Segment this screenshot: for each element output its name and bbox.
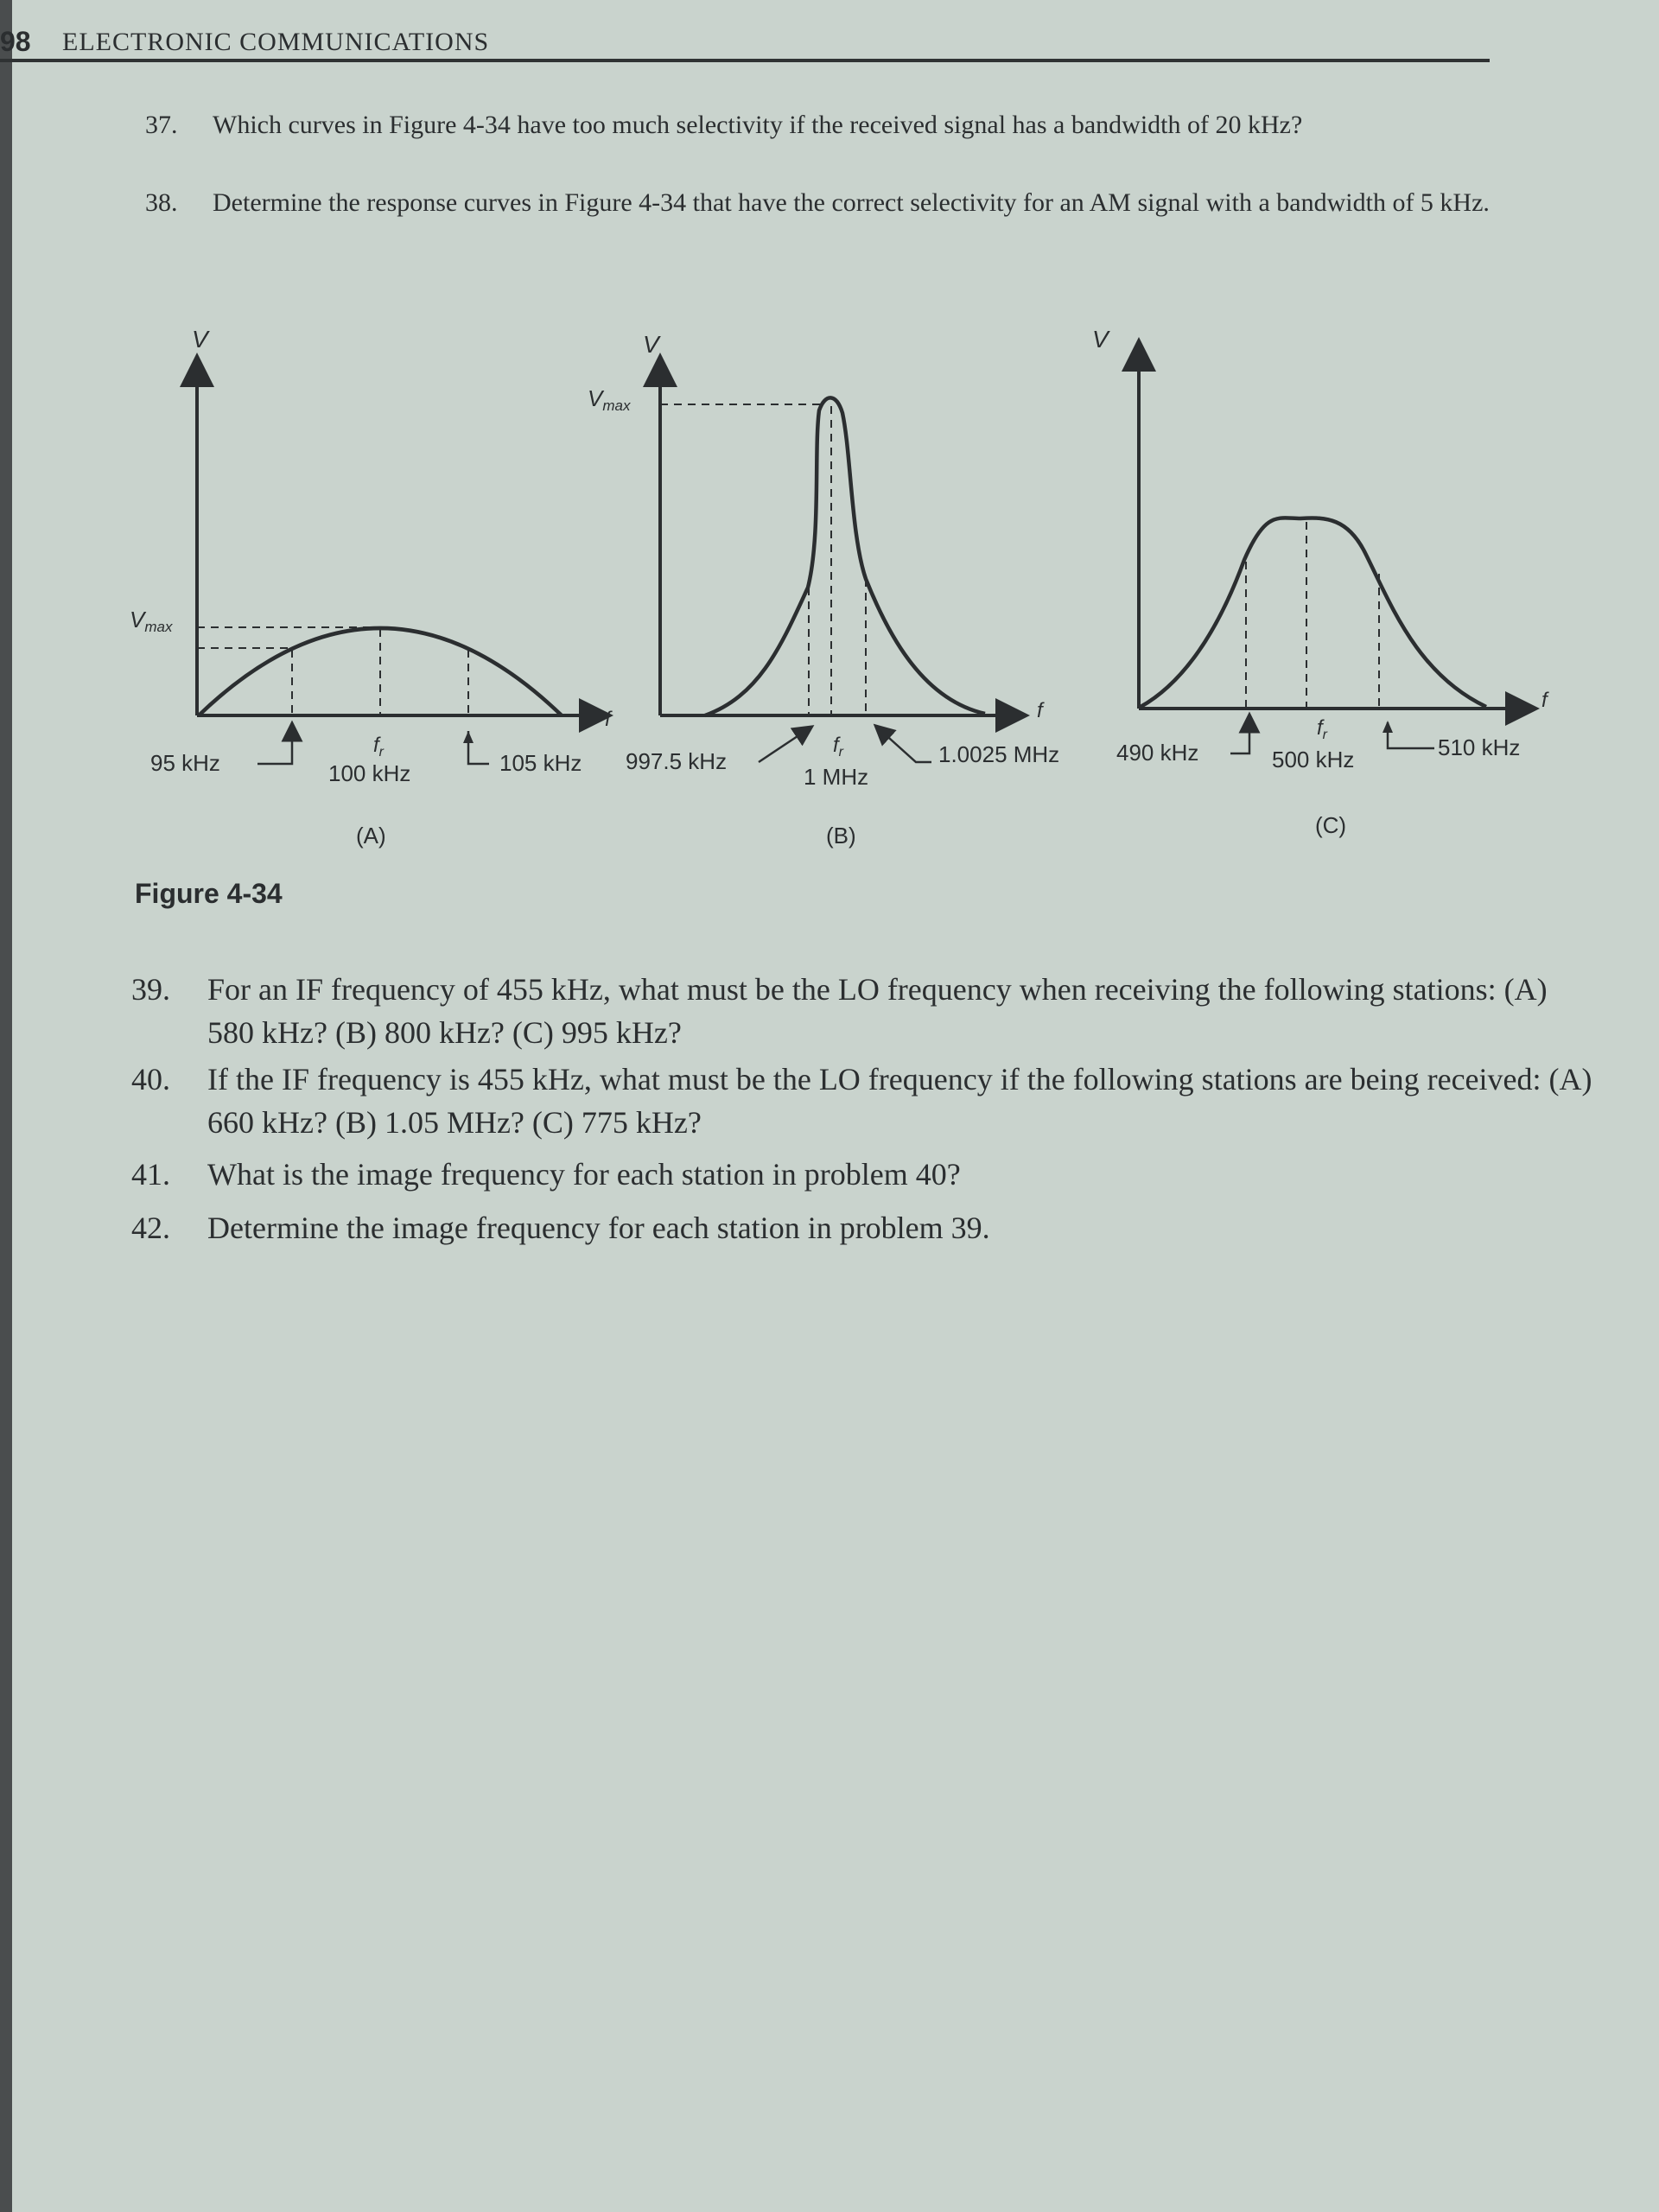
- center-symbol: $f_r$: [833, 734, 843, 760]
- response-curve: [1141, 518, 1486, 707]
- problem-text: Determine the image frequency for each station in problem 39.: [207, 1211, 990, 1245]
- center-symbol: $f_r$: [1317, 716, 1327, 742]
- page-header: [0, 26, 1490, 62]
- low-freq-label: 997.5 kHz: [626, 748, 728, 774]
- x-axis-label: f: [1541, 689, 1548, 712]
- x-axis-label: f: [605, 708, 611, 731]
- x-axis-label: f: [1037, 699, 1043, 722]
- problem-text: Determine the response curves in Figure 4-34 that have the correct selectivity for an AM signal with a bandwidth of 5 kHz.: [213, 188, 1490, 217]
- problem-text: Which curves in Figure 4-34 have too much selectivity if the received signal has a bandwidth of 20 kHz?: [213, 111, 1303, 139]
- problem-40: [131, 1058, 1600, 1144]
- high-leader: [468, 731, 489, 764]
- low-leader: [1230, 722, 1249, 753]
- high-freq-label: 1.0025 MHz: [938, 741, 1060, 767]
- problem-38: [145, 183, 1510, 222]
- panel-caption: (C): [1315, 812, 1347, 838]
- panel-b: [588, 331, 1059, 849]
- vmax-label: Vmax: [130, 607, 173, 635]
- running-head: ELECTRONIC COMMUNICATIONS: [62, 28, 490, 56]
- high-freq-label: 105 kHz: [499, 750, 582, 776]
- problem-42: [131, 1206, 1600, 1249]
- problem-number: 38.: [145, 188, 178, 217]
- problem-text: For an IF frequency of 455 kHz, what must be the LO frequency when receiving the following stations: (A) 580 kHz? (B) 800 kHz? (C) 995 kHz?: [207, 972, 1548, 1050]
- problem-39: [131, 968, 1600, 1054]
- problem-number: 40.: [131, 1062, 170, 1096]
- panel-a: [130, 326, 613, 849]
- low-leader: [759, 731, 805, 762]
- y-axis-label: V: [1092, 326, 1109, 353]
- vmax-label: Vmax: [588, 385, 631, 414]
- problem-37: [145, 105, 1510, 144]
- problem-text: If the IF frequency is 455 kHz, what must be the LO frequency if the following stations are being received: (A) 660 kHz? (B) 1.05 MHz? (C) 775 kHz?: [207, 1062, 1592, 1140]
- high-leader: [881, 731, 931, 762]
- problem-number: 41.: [131, 1157, 170, 1192]
- y-axis-label: V: [192, 326, 208, 353]
- low-leader: [257, 731, 292, 764]
- panel-caption: (B): [826, 823, 856, 849]
- figure-title: Figure 4-34: [135, 878, 283, 909]
- center-freq-label: 100 kHz: [328, 760, 411, 786]
- center-symbol: $f_r$: [373, 734, 384, 760]
- problem-text: What is the image frequency for each station in problem 40?: [207, 1157, 961, 1192]
- panel-c: [1092, 326, 1549, 838]
- low-freq-label: 95 kHz: [150, 750, 220, 776]
- problem-number: 37.: [145, 111, 178, 139]
- center-freq-label: 1 MHz: [804, 764, 869, 790]
- y-axis-label: V: [643, 331, 659, 358]
- high-freq-label: 510 kHz: [1438, 734, 1521, 760]
- problem-41: [131, 1153, 1600, 1196]
- panel-caption: (A): [356, 823, 386, 849]
- high-leader: [1388, 722, 1434, 748]
- response-curve: [705, 397, 985, 715]
- page-number: 98: [0, 26, 31, 57]
- figure-4-34: [0, 311, 1659, 864]
- center-freq-label: 500 kHz: [1272, 747, 1355, 772]
- low-freq-label: 490 kHz: [1116, 740, 1199, 766]
- problem-number: 39.: [131, 972, 170, 1007]
- problem-number: 42.: [131, 1211, 170, 1245]
